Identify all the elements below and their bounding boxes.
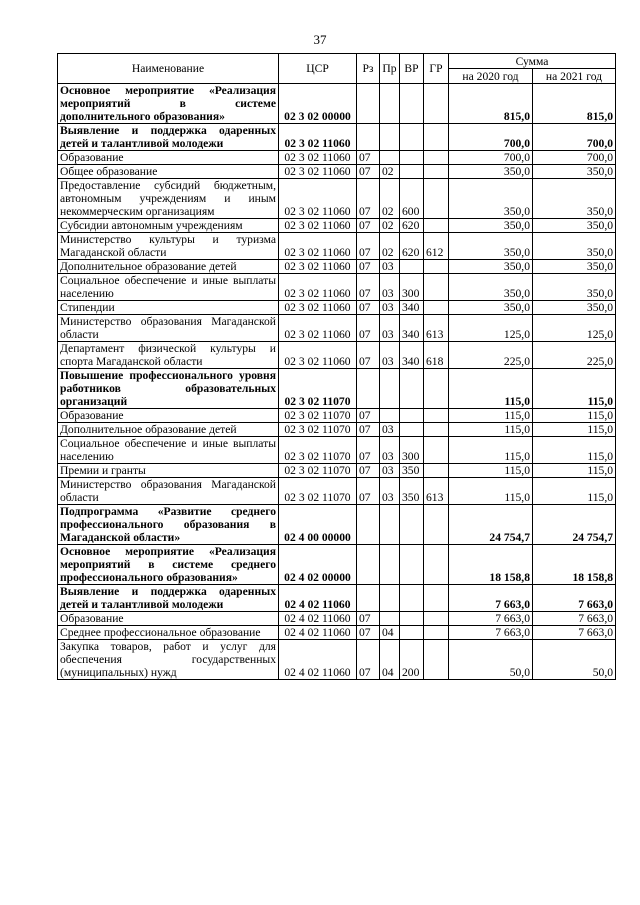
row-sum-2021: 350,0 [533,301,616,315]
row-pr: 03 [380,437,400,464]
row-vr [400,423,424,437]
row-pr: 02 [380,233,400,260]
table-row [58,274,616,301]
row-vr [400,612,424,626]
row-vr [400,545,424,585]
row-csr: 02 3 02 11070 [279,464,357,478]
row-sum-2020: 7 663,0 [449,626,533,640]
row-rz [357,505,380,545]
row-gr: 613 [424,315,449,342]
row-name: Образование [58,151,279,165]
table-row [58,165,616,179]
row-vr: 340 [400,315,424,342]
row-gr: 612 [424,233,449,260]
row-sum-2020: 115,0 [449,437,533,464]
row-name: Премии и гранты [58,464,279,478]
row-sum-2020: 225,0 [449,342,533,369]
row-gr [424,301,449,315]
row-rz: 07 [357,165,380,179]
row-rz: 07 [357,315,380,342]
row-csr: 02 3 02 11060 [279,342,357,369]
row-pr: 03 [380,464,400,478]
row-pr: 04 [380,626,400,640]
row-vr [400,369,424,409]
row-sum-2021: 18 158,8 [533,545,616,585]
row-gr [424,437,449,464]
row-gr: 618 [424,342,449,369]
table-row [58,640,616,680]
row-sum-2020: 700,0 [449,124,533,151]
row-sum-2021: 700,0 [533,151,616,165]
row-sum-2020: 700,0 [449,151,533,165]
row-csr: 02 3 02 11060 [279,301,357,315]
table-row [58,612,616,626]
row-csr: 02 3 02 11060 [279,315,357,342]
table-row [58,342,616,369]
header-vr: ВР [400,54,424,84]
table-row [58,219,616,233]
header-sum: Сумма [449,54,616,69]
row-gr [424,585,449,612]
row-sum-2021: 50,0 [533,640,616,680]
row-gr [424,612,449,626]
row-pr [380,84,400,124]
row-name: Социальное обеспечение и иные выплаты населению [58,437,279,464]
row-sum-2020: 350,0 [449,301,533,315]
row-gr [424,165,449,179]
row-vr [400,165,424,179]
table-row [58,369,616,409]
row-pr: 03 [380,260,400,274]
row-pr: 02 [380,179,400,219]
row-name: Основное мероприятие «Реализация мероприятий в системе среднего профессионального образования» [58,545,279,585]
table-row [58,464,616,478]
row-gr [424,505,449,545]
header-csr: ЦСР [279,54,357,84]
row-pr [380,505,400,545]
row-pr: 03 [380,423,400,437]
row-csr: 02 3 02 11060 [279,165,357,179]
row-sum-2021: 24 754,7 [533,505,616,545]
row-vr: 600 [400,179,424,219]
row-sum-2020: 350,0 [449,219,533,233]
row-gr [424,260,449,274]
row-gr [424,464,449,478]
row-csr: 02 4 02 11060 [279,626,357,640]
row-gr [424,219,449,233]
row-vr [400,124,424,151]
table-row [58,423,616,437]
row-rz: 07 [357,464,380,478]
header-rz: Рз [357,54,380,84]
table-row [58,409,616,423]
row-sum-2020: 115,0 [449,409,533,423]
row-sum-2020: 18 158,8 [449,545,533,585]
row-csr: 02 4 00 00000 [279,505,357,545]
row-rz [357,369,380,409]
table-row [58,545,616,585]
table-row [58,301,616,315]
row-rz: 07 [357,342,380,369]
row-sum-2020: 350,0 [449,274,533,301]
row-csr: 02 3 02 11060 [279,179,357,219]
row-name: Среднее профессиональное образование [58,626,279,640]
row-pr [380,124,400,151]
row-name: Образование [58,612,279,626]
row-sum-2021: 7 663,0 [533,612,616,626]
row-csr: 02 4 02 11060 [279,612,357,626]
row-sum-2021: 350,0 [533,233,616,260]
table-row [58,505,616,545]
row-vr: 350 [400,464,424,478]
row-name: Дополнительное образование детей [58,423,279,437]
row-vr: 200 [400,640,424,680]
row-name: Выявление и поддержка одаренных детей и талантливой молодежи [58,585,279,612]
row-rz: 07 [357,274,380,301]
row-rz: 07 [357,219,380,233]
row-rz: 07 [357,478,380,505]
table-row [58,478,616,505]
page-number: 37 [313,32,327,47]
table-row [58,437,616,464]
row-rz: 07 [357,301,380,315]
table-row [58,179,616,219]
row-rz [357,545,380,585]
row-rz: 07 [357,423,380,437]
row-csr: 02 3 02 11070 [279,437,357,464]
header-name: Наименование [58,54,279,84]
row-sum-2020: 50,0 [449,640,533,680]
row-vr: 620 [400,233,424,260]
table-row [58,260,616,274]
row-name: Выявление и поддержка одаренных детей и талантливой молодежи [58,124,279,151]
row-csr: 02 3 02 11060 [279,124,357,151]
row-gr [424,640,449,680]
row-rz [357,124,380,151]
row-csr: 02 3 02 11070 [279,409,357,423]
row-csr: 02 3 02 11060 [279,260,357,274]
row-name: Министерство образования Магаданской области [58,315,279,342]
row-csr: 02 4 02 00000 [279,545,357,585]
row-name: Общее образование [58,165,279,179]
row-pr: 03 [380,315,400,342]
row-sum-2021: 350,0 [533,219,616,233]
row-sum-2021: 7 663,0 [533,585,616,612]
table-body [58,84,616,680]
row-csr: 02 4 02 11060 [279,640,357,680]
row-csr: 02 3 02 11060 [279,233,357,260]
row-pr [380,151,400,165]
row-pr: 04 [380,640,400,680]
row-csr: 02 4 02 11060 [279,585,357,612]
row-pr [380,612,400,626]
row-sum-2021: 350,0 [533,260,616,274]
row-gr [424,84,449,124]
row-name: Стипендии [58,301,279,315]
row-csr: 02 3 02 11070 [279,423,357,437]
row-sum-2021: 115,0 [533,478,616,505]
row-sum-2021: 225,0 [533,342,616,369]
header-year-2020: на 2020 год [449,69,533,84]
row-sum-2020: 7 663,0 [449,585,533,612]
row-sum-2021: 115,0 [533,369,616,409]
table-row [58,151,616,165]
header-year-2021: на 2021 год [533,69,616,84]
row-pr [380,545,400,585]
row-vr [400,505,424,545]
row-name: Социальное обеспечение и иные выплаты населению [58,274,279,301]
row-vr: 620 [400,219,424,233]
row-sum-2020: 350,0 [449,233,533,260]
table-row [58,124,616,151]
header-pr: Пр [380,54,400,84]
row-vr [400,84,424,124]
row-name: Основное мероприятие «Реализация мероприятий в системе дополнительного образования» [58,84,279,124]
row-rz: 07 [357,626,380,640]
row-vr [400,151,424,165]
row-name: Министерство культуры и туризма Магаданской области [58,233,279,260]
row-name: Министерство образования Магаданской области [58,478,279,505]
row-vr [400,585,424,612]
row-sum-2021: 350,0 [533,165,616,179]
row-vr: 350 [400,478,424,505]
row-pr: 02 [380,219,400,233]
table-row [58,626,616,640]
row-sum-2020: 350,0 [449,165,533,179]
row-sum-2020: 115,0 [449,369,533,409]
row-gr [424,423,449,437]
row-name: Повышение профессионального уровня работников образовательных организаций [58,369,279,409]
row-sum-2020: 815,0 [449,84,533,124]
row-csr: 02 3 02 11060 [279,151,357,165]
row-sum-2021: 115,0 [533,409,616,423]
row-sum-2020: 350,0 [449,179,533,219]
row-sum-2021: 115,0 [533,464,616,478]
row-name: Подпрограмма «Развитие среднего профессионального образования в Магаданской области» [58,505,279,545]
header-gr: ГР [424,54,449,84]
row-pr: 02 [380,165,400,179]
row-gr [424,274,449,301]
row-csr: 02 3 02 00000 [279,84,357,124]
row-sum-2020: 115,0 [449,464,533,478]
row-vr [400,409,424,423]
row-vr [400,626,424,640]
table-row [58,84,616,124]
row-gr [424,369,449,409]
row-sum-2021: 115,0 [533,437,616,464]
row-vr: 340 [400,301,424,315]
row-csr: 02 3 02 11060 [279,219,357,233]
table-row [58,315,616,342]
row-vr [400,260,424,274]
row-rz: 07 [357,612,380,626]
row-gr [424,151,449,165]
row-csr: 02 3 02 11060 [279,274,357,301]
row-sum-2020: 7 663,0 [449,612,533,626]
row-sum-2020: 24 754,7 [449,505,533,545]
row-gr [424,124,449,151]
row-csr: 02 3 02 11070 [279,369,357,409]
row-rz: 07 [357,151,380,165]
row-pr: 03 [380,478,400,505]
row-csr: 02 3 02 11070 [279,478,357,505]
row-name: Образование [58,409,279,423]
row-rz: 07 [357,179,380,219]
row-name: Предоставление субсидий бюджетным, автономным учреждениям и иным некоммерческим организациям [58,179,279,219]
row-pr: 03 [380,274,400,301]
row-sum-2021: 815,0 [533,84,616,124]
row-sum-2021: 115,0 [533,423,616,437]
table-header [58,54,616,84]
row-rz: 07 [357,233,380,260]
row-sum-2021: 125,0 [533,315,616,342]
row-sum-2020: 115,0 [449,478,533,505]
row-name: Субсидии автономным учреждениям [58,219,279,233]
row-gr [424,626,449,640]
row-sum-2020: 125,0 [449,315,533,342]
row-gr: 613 [424,478,449,505]
row-pr [380,585,400,612]
row-rz: 07 [357,640,380,680]
row-pr: 03 [380,342,400,369]
row-pr: 03 [380,301,400,315]
row-gr [424,409,449,423]
row-vr: 300 [400,437,424,464]
row-name: Департамент физической культуры и спорта Магаданской области [58,342,279,369]
row-sum-2020: 115,0 [449,423,533,437]
row-sum-2021: 700,0 [533,124,616,151]
row-sum-2020: 350,0 [449,260,533,274]
row-sum-2021: 350,0 [533,179,616,219]
row-name: Дополнительное образование детей [58,260,279,274]
table-row [58,233,616,260]
row-rz [357,585,380,612]
row-gr [424,545,449,585]
row-pr [380,409,400,423]
row-rz: 07 [357,260,380,274]
row-rz [357,84,380,124]
row-sum-2021: 7 663,0 [533,626,616,640]
row-rz: 07 [357,437,380,464]
budget-table [57,53,616,680]
row-pr [380,369,400,409]
row-gr [424,179,449,219]
row-name: Закупка товаров, работ и услуг для обеспечения государственных (муниципальных) нужд [58,640,279,680]
row-vr: 340 [400,342,424,369]
row-rz: 07 [357,409,380,423]
row-sum-2021: 350,0 [533,274,616,301]
table-row [58,585,616,612]
row-vr: 300 [400,274,424,301]
